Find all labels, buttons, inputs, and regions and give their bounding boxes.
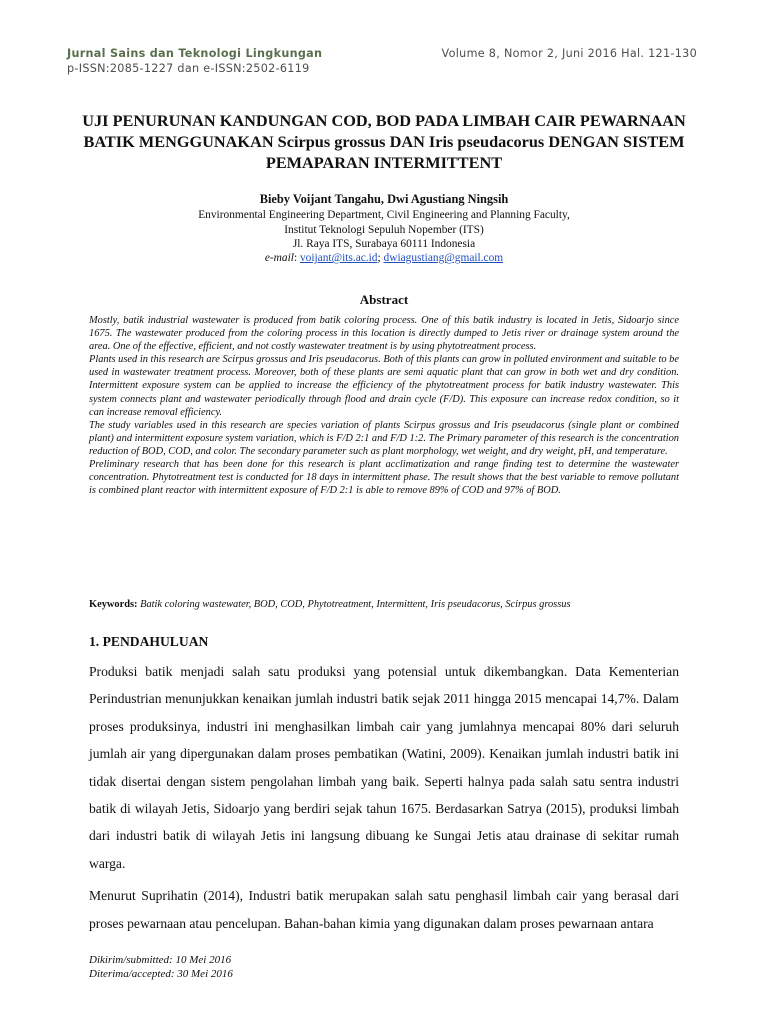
affiliation-line-1: Environmental Engineering Department, Civil Engineering and Planning Faculty,	[198, 209, 570, 222]
body-paragraph: Produksi batik menjadi salah satu produksi yang potensial untuk dikembangkan. Data Kementerian Perindustrian menunjukkan kenaikan jumlah industri batik sejak 2011 hingga 2015 mencapai 14,7%. Dalam proses produksinya, industri ini menghasilkan limbah cair yang jumlahnya mencapai 80% dari seluruh jumlah air yang dipergunakan dalam proses pembatikan (Watini, 2009). Kenaikan jumlah industri batik ini tidak disertai dengan sistem pengolahan limbah yang baik. Seperti halnya pada salah satu sentra industri batik di wilayah Jetis, Sidoarjo yang berdiri sejak tahun 1675. Berdasarkan Satrya (2015), produksi limbah dari industri batik di wilayah Jetis ini langsung dibuang ke Sungai Jetis atau drainase di sekitar rumah warga.	[89, 664, 679, 871]
abstract-paragraph: Mostly, batik industrial wastewater is produced from batik coloring process. One of this batik industry is located in Jetis, Sidoarjo since 1675. The wastewater produced from the coloring process in this location is directly dumped to Jetis river or drainage system around the area. One of the effective, efficient, and not costly wastewater treatment is by using phytotreatment process.	[89, 315, 679, 353]
abstract-paragraph: Plants used in this research are Scirpus grossus and Iris pseudacorus. Both of this plants can grow in polluted environment and suitable to be used in wastewater treatment process. Moreover, both of these plants are semi aquatic plant that can grow in both wet and dry condition. Intermittent exposure system can be applied to increase the efficiency of the phytotreatment process for batik industry wastewater. This system connects plant and wastewater periodically through flood and drain cycle (F/D). This exposure can increase redox condition, so it can increase removal efficiency.	[89, 354, 679, 418]
keywords-line	[89, 598, 689, 611]
submission-footnote	[89, 953, 233, 981]
issn-line: p-ISSN:2085-1227 dan e-ISSN:2502-6119	[67, 62, 310, 75]
author-block	[60, 192, 708, 265]
abstract-body	[89, 314, 679, 497]
email-line: e-mail: voijant@its.ac.id; dwiagustiang@gmail.com	[264, 252, 504, 265]
email-link-1[interactable]: voijant@its.ac.id	[299, 252, 378, 265]
affiliation-line-2: Institut Teknologi Sepuluh Nopember (ITS)	[284, 223, 484, 236]
keywords-text: Batik coloring wastewater, BOD, COD, Phytotreatment, Intermittent, Iris pseudacorus, Scirpus grossus	[140, 599, 571, 610]
journal-name: Jurnal Sains dan Teknologi Lingkungan	[67, 47, 323, 60]
author-names: Bieby Voijant Tangahu, Dwi Agustiang Ningsih	[259, 192, 509, 206]
abstract-paragraph: Preliminary research that has been done for this research is plant acclimatization and range finding test to determine the wastewater concentration. Phytotreatment test is conducted for 18 days in intermittent phase. The result shows that the best variable to remove pollutant is combined plant reactor with intermittent exposure of F/D 2:1 is able to remove 89% of COD and 97% of BOD.	[89, 459, 679, 497]
abstract-heading: Abstract	[359, 292, 409, 307]
volume-info: Volume 8, Nomor 2, Juni 2016 Hal. 121-130	[441, 47, 697, 60]
section-body	[89, 658, 679, 942]
address-line: Jl. Raya ITS, Surabaya 60111 Indonesia	[292, 237, 476, 250]
keywords-label: Keywords:	[89, 599, 138, 610]
submitted-date: Dikirim/submitted: 10 Mei 2016	[89, 954, 232, 966]
abstract-paragraph: The study variables used in this research are species variation of plants Scirpus grossus and Iris pseudacorus (single plant or combined plant) and intermittent exposure system variation, which is F/D 2:1 and F/D 1:2. The Primary parameter of this research is the concentration reduction of BOD, COD, and color. The secondary parameter such as plant morphology, wet weight, and dry weight, pH, and temperature.	[89, 419, 679, 457]
accepted-date: Diterima/accepted: 30 Mei 2016	[89, 968, 233, 980]
email-link-2[interactable]: dwiagustiang@gmail.com	[383, 252, 504, 265]
running-header	[67, 46, 697, 76]
paper-title: UJI PENURUNAN KANDUNGAN COD, BOD PADA LIMBAH CAIR PEWARNAAN BATIK MENGGUNAKAN Scirpus grossus DAN Iris pseudacorus DENGAN SISTEM PEMAPARAN INTERMITTENT	[82, 111, 686, 172]
email-label: e-mail	[264, 252, 294, 265]
body-paragraph: Menurut Suprihatin (2014), Industri batik merupakan salah satu penghasil limbah cair yang berasal dari proses pewarnaan atau pencelupan. Bahan-bahan kimia yang digunakan dalam proses pewarnaan antara	[89, 888, 679, 931]
section-heading: 1. PENDAHULUAN	[89, 634, 209, 649]
